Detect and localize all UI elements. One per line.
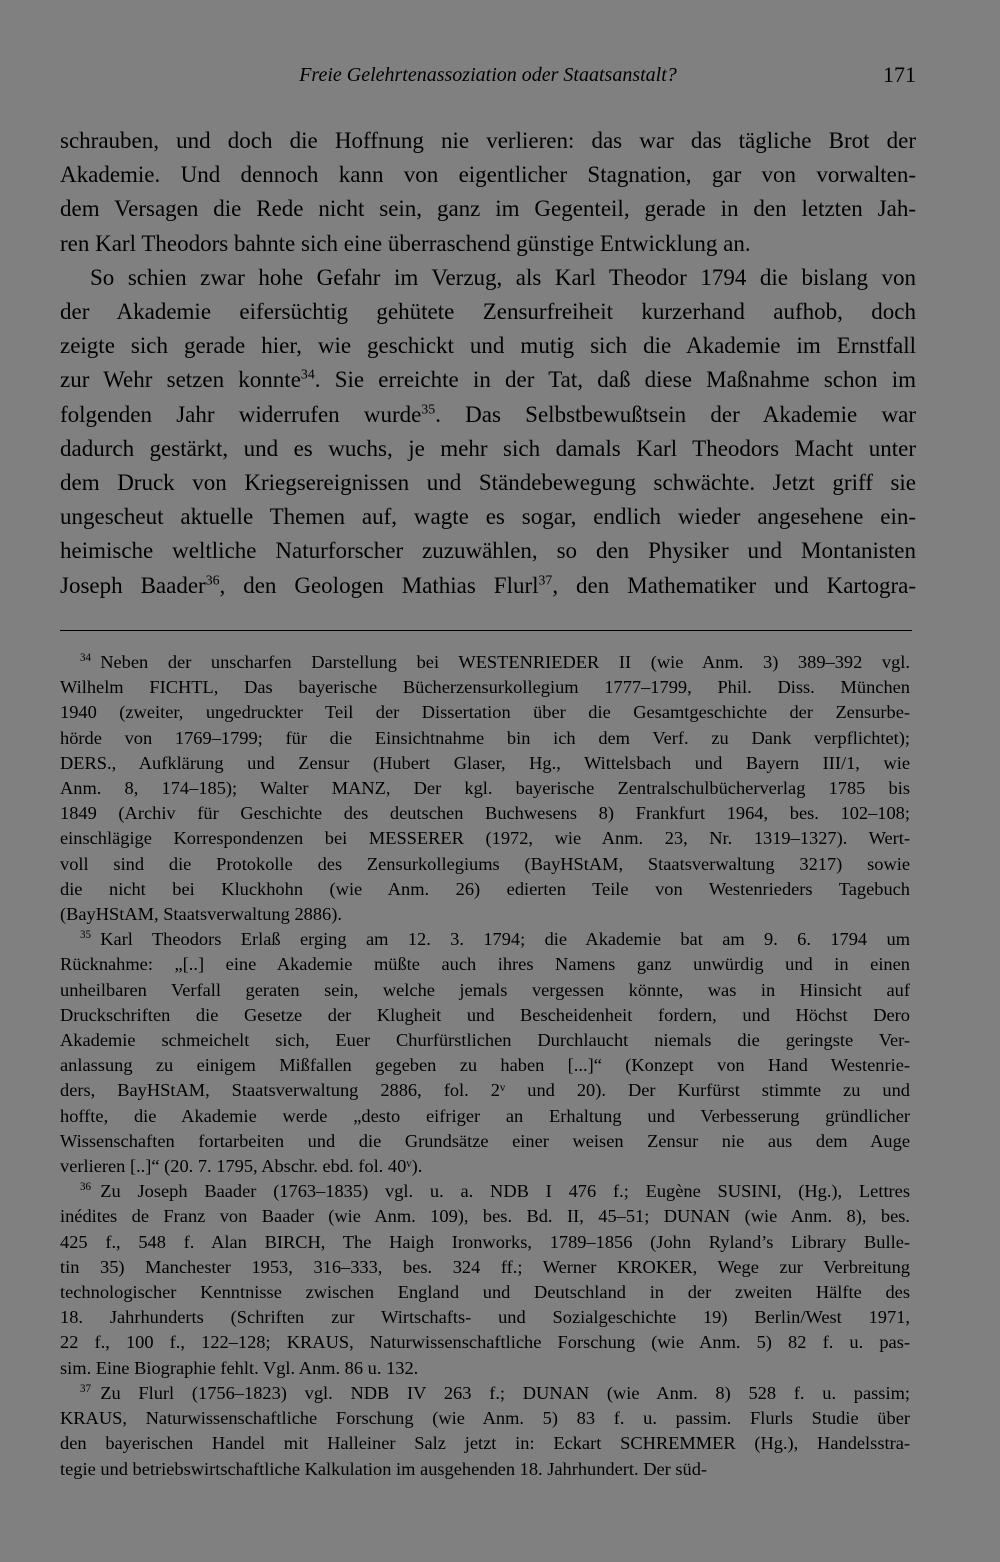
footnote-line [60,1230,910,1255]
body-line-text: dadurch gestärkt, und es wuchs, je mehr sich damals Karl Theodors Macht unter [60,435,916,461]
body-line [60,124,916,158]
footnote-line [60,1204,910,1229]
footnote-ref: 34 [300,366,315,382]
footnote-text: technologischer Kenntnisse zwischen England und Deutschland in der zweiten Hälfte des [60,1282,910,1303]
footnote-text: Akademie schmeichelt sich, Euer Churfürstlichen Durchlaucht niemals die geringste Ver- [60,1030,910,1051]
footnote [60,1179,910,1381]
footnote-line [60,1330,910,1355]
footnote-text: Wilhelm FICHTL, Das bayerische Bücherzensurkollegium 1777–1799, Phil. Diss. München [60,677,910,698]
body-line [60,158,916,192]
footnote-line [60,1078,910,1103]
body-line [60,192,916,226]
body-line [60,534,916,568]
body-line-text: heimische weltliche Naturforscher zuzuwählen, so den Physiker und Montanisten [60,538,916,564]
footnote-text: 18. Jahrhunderts (Schriften zur Wirtschafts- und Sozialgeschichte 19) Berlin/West 1971, [60,1307,910,1328]
footnote-text: Zu Flurl (1756–1823) vgl. NDB IV 263 f.; DUNAN (wie Anm. 8) 528 f. u. passim; [100,1382,910,1403]
footnote-line [60,1457,910,1482]
footnote-text: hörde von 1769–1799; für die Einsichtnahme bin ich dem Verf. zu Dank verpflichtet); [60,727,910,748]
body-line-text: , den Mathematiker und Kartogra- [552,572,916,598]
running-title: Freie Gelehrtenassoziation oder Staatsanstalt? [299,64,677,86]
footnote-line [60,675,910,700]
body-line [60,569,916,603]
body-line [60,363,916,397]
footnote [60,1381,910,1482]
body-line-text: ren Karl Theodors bahnte sich eine überraschend günstige Entwicklung an. [60,230,751,256]
footnote-ref: 37 [538,571,553,587]
footnote-text: sim. Eine Biographie fehlt. Vgl. Anm. 86 u. 132. [60,1357,419,1378]
footnote-text: inédites de Franz von Baader (wie Anm. 109), bes. Bd. II, 45–51; DUNAN (wie Anm. 8), bes. [60,1206,910,1227]
footnote-line [60,700,910,725]
footnote-text: Wissenschaften fortarbeiten und die Grundsätze einer weisen Zensur nie aus dem Auge [60,1130,910,1151]
footnotes [60,650,910,1482]
footnote-line [60,978,910,1003]
footnote-line [60,726,910,751]
body-line [60,261,916,295]
footnote-text: 425 f., 548 f. Alan BIRCH, The Haigh Ironworks, 1789–1856 (John Ryland’s Library Bulle- [60,1231,910,1252]
footnote-line [60,1406,910,1431]
footnote-line [60,1356,910,1381]
footnote-text: Anm. 8, 174–185); Walter MANZ, Der kgl. bayerische Zentralschulbücherverlag 1785 bis [60,778,910,799]
footnote-line [60,952,910,977]
footnote-line [60,776,910,801]
footnote-text: tin 35) Manchester 1953, 316–333, bes. 324 ff.; Werner KROKER, Wege zur Verbreitung [60,1256,910,1277]
page-number: 171 [883,62,916,87]
footnote-text: den bayerischen Handel mit Halleiner Salz jetzt in: Eckart SCHREMMER (Hg.), Handelsstra- [60,1433,910,1454]
footnote-line [60,826,910,851]
footnote-text: ders, BayHStAM, Staatsverwaltung 2886, fol. 2ᵛ und 20). Der Kurfürst stimmte zu und [60,1080,910,1101]
footnote-line [60,1179,910,1204]
body-line-text: . Das Selbstbewußtsein der Akademie war [435,401,916,427]
footnote-text: unheilbaren Verfall geraten sein, welche jemals vergessen könnte, was in Hinsicht auf [60,979,910,1000]
body-line-text: zur Wehr setzen konnte [60,367,301,393]
body-line-text: folgenden Jahr widerrufen wurde [60,401,422,427]
footnote-number: 37 [80,1382,92,1395]
footnote-text: anlassung zu einigem Mißfallen gegeben zu haben [...]“ (Konzept von Hand Westenrie- [60,1055,910,1076]
footnote-line [60,751,910,776]
body-line [60,329,916,363]
footnote-line [60,1280,910,1305]
footnote-text: Karl Theodors Erlaß erging am 12. 3. 1794; die Akademie bat am 9. 6. 1794 um [100,929,910,950]
body-line-text: . Sie erreichte in der Tat, daß diese Maßnahme schon im [314,367,916,393]
footnote-line [60,1104,910,1129]
body-line-text: Joseph Baader [60,572,206,598]
body-line-text: zeigte sich gerade hier, wie geschickt und mutig sich die Akademie im Ernstfall [60,333,916,359]
footnote-line [60,927,910,952]
body-line [60,398,916,432]
footnote-number: 34 [80,651,92,664]
footnote-line [60,1053,910,1078]
footnote-text: 1849 (Archiv für Geschichte des deutschen Buchwesens 8) Frankfurt 1964, bes. 102–108; [60,803,910,824]
footnote-text: Neben der unscharfen Darstellung bei WESTENRIEDER II (wie Anm. 3) 389–392 vgl. [100,652,910,672]
footnote-text: hoffte, die Akademie werde „desto eifriger an Erhaltung und Verbesserung gründlicher [60,1105,910,1126]
footnote [60,650,910,927]
footnote-text: 22 f., 100 f., 122–128; KRAUS, Naturwissenschaftliche Forschung (wie Anm. 5) 82 f. u. pas- [60,1332,910,1353]
footnote-text: KRAUS, Naturwissenschaftliche Forschung (wie Anm. 5) 83 f. u. passim. Flurls Studie über [60,1408,910,1429]
footnote-line [60,650,910,675]
running-head [60,60,916,90]
body-line-text: dem Druck von Kriegsereignissen und Ständebewegung schwächte. Jetzt griff sie [60,470,916,496]
body-line [60,432,916,466]
footnote-ref: 36 [205,571,220,587]
footnote-line [60,1255,910,1280]
footnote-text: verlieren [..]“ (20. 7. 1795, Abschr. ebd. fol. 40ᵛ). [60,1156,423,1177]
footnote-line [60,877,910,902]
footnote-ref: 35 [421,400,436,416]
footnote-text: voll sind die Protokolle des Zensurkollegiums (BayHStAM, Staatsverwaltung 3217) sowie [60,853,910,874]
body-line-text: So schien zwar hohe Gefahr im Verzug, als Karl Theodor 1794 die bislang von [90,264,916,290]
footnote-line [60,852,910,877]
footnote-text: Rücknahme: „[..] eine Akademie müßte auch ihres Namens ganz unwürdig und in einen [60,954,910,975]
footnote-line [60,1028,910,1053]
body-line-text: schrauben, und doch die Hoffnung nie verlieren: das war das tägliche Brot der [60,128,916,153]
footnote-text: Zu Joseph Baader (1763–1835) vgl. u. a. NDB I 476 f.; Eugène SUSINI, (Hg.), Lettres [100,1181,910,1202]
footnote-line [60,1431,910,1456]
footnote [60,927,910,1179]
footnote-text: Druckschriften die Gesetze der Klugheit und Bescheidenheit fordern, und Höchst Dero [60,1004,910,1025]
body-line [60,500,916,534]
footnote-number: 36 [80,1181,92,1194]
footnote-text: DERS., Aufklärung und Zensur (Hubert Glaser, Hg., Wittelsbach und Bayern III/1, wie [60,752,910,773]
body-line [60,295,916,329]
body-line [60,227,916,261]
body-line [60,466,916,500]
body-line-text: , den Geologen Mathias Flurl [219,572,539,598]
body-text [60,124,916,603]
footnote-text: 1940 (zweiter, ungedruckter Teil der Dissertation über die Gesamtgeschichte der Zensurbe- [60,702,910,723]
footnote-rule [60,630,912,631]
body-line-text: ungescheut aktuelle Themen auf, wagte es sogar, endlich wieder angesehene ein- [60,504,916,530]
body-line-text: dem Versagen die Rede nicht sein, ganz im Gegenteil, gerade in den letzten Jah- [60,196,916,222]
footnote-line [60,801,910,826]
footnote-line [60,1003,910,1028]
footnote-text: die nicht bei Kluckhohn (wie Anm. 26) edierten Teile von Westenrieders Tagebuch [60,878,910,899]
body-line-text: der Akademie eifersüchtig gehütete Zensurfreiheit kurzerhand aufhob, doch [60,299,916,325]
footnote-text: (BayHStAM, Staatsverwaltung 2886). [60,904,342,925]
footnote-line [60,902,910,927]
footnote-text: tegie und betriebswirtschaftliche Kalkulation im ausgehenden 18. Jahrhundert. Der süd- [60,1458,708,1479]
footnote-text: einschlägige Korrespondenzen bei MESSERER (1972, wie Anm. 23, Nr. 1319–1327). Wert- [60,828,910,849]
footnote-line [60,1381,910,1406]
footnote-line [60,1305,910,1330]
footnote-number: 35 [80,929,92,942]
footnote-line [60,1154,910,1179]
footnote-line [60,1129,910,1154]
body-line-text: Akademie. Und dennoch kann von eigentlicher Stagnation, gar von vorwalten- [60,162,916,188]
